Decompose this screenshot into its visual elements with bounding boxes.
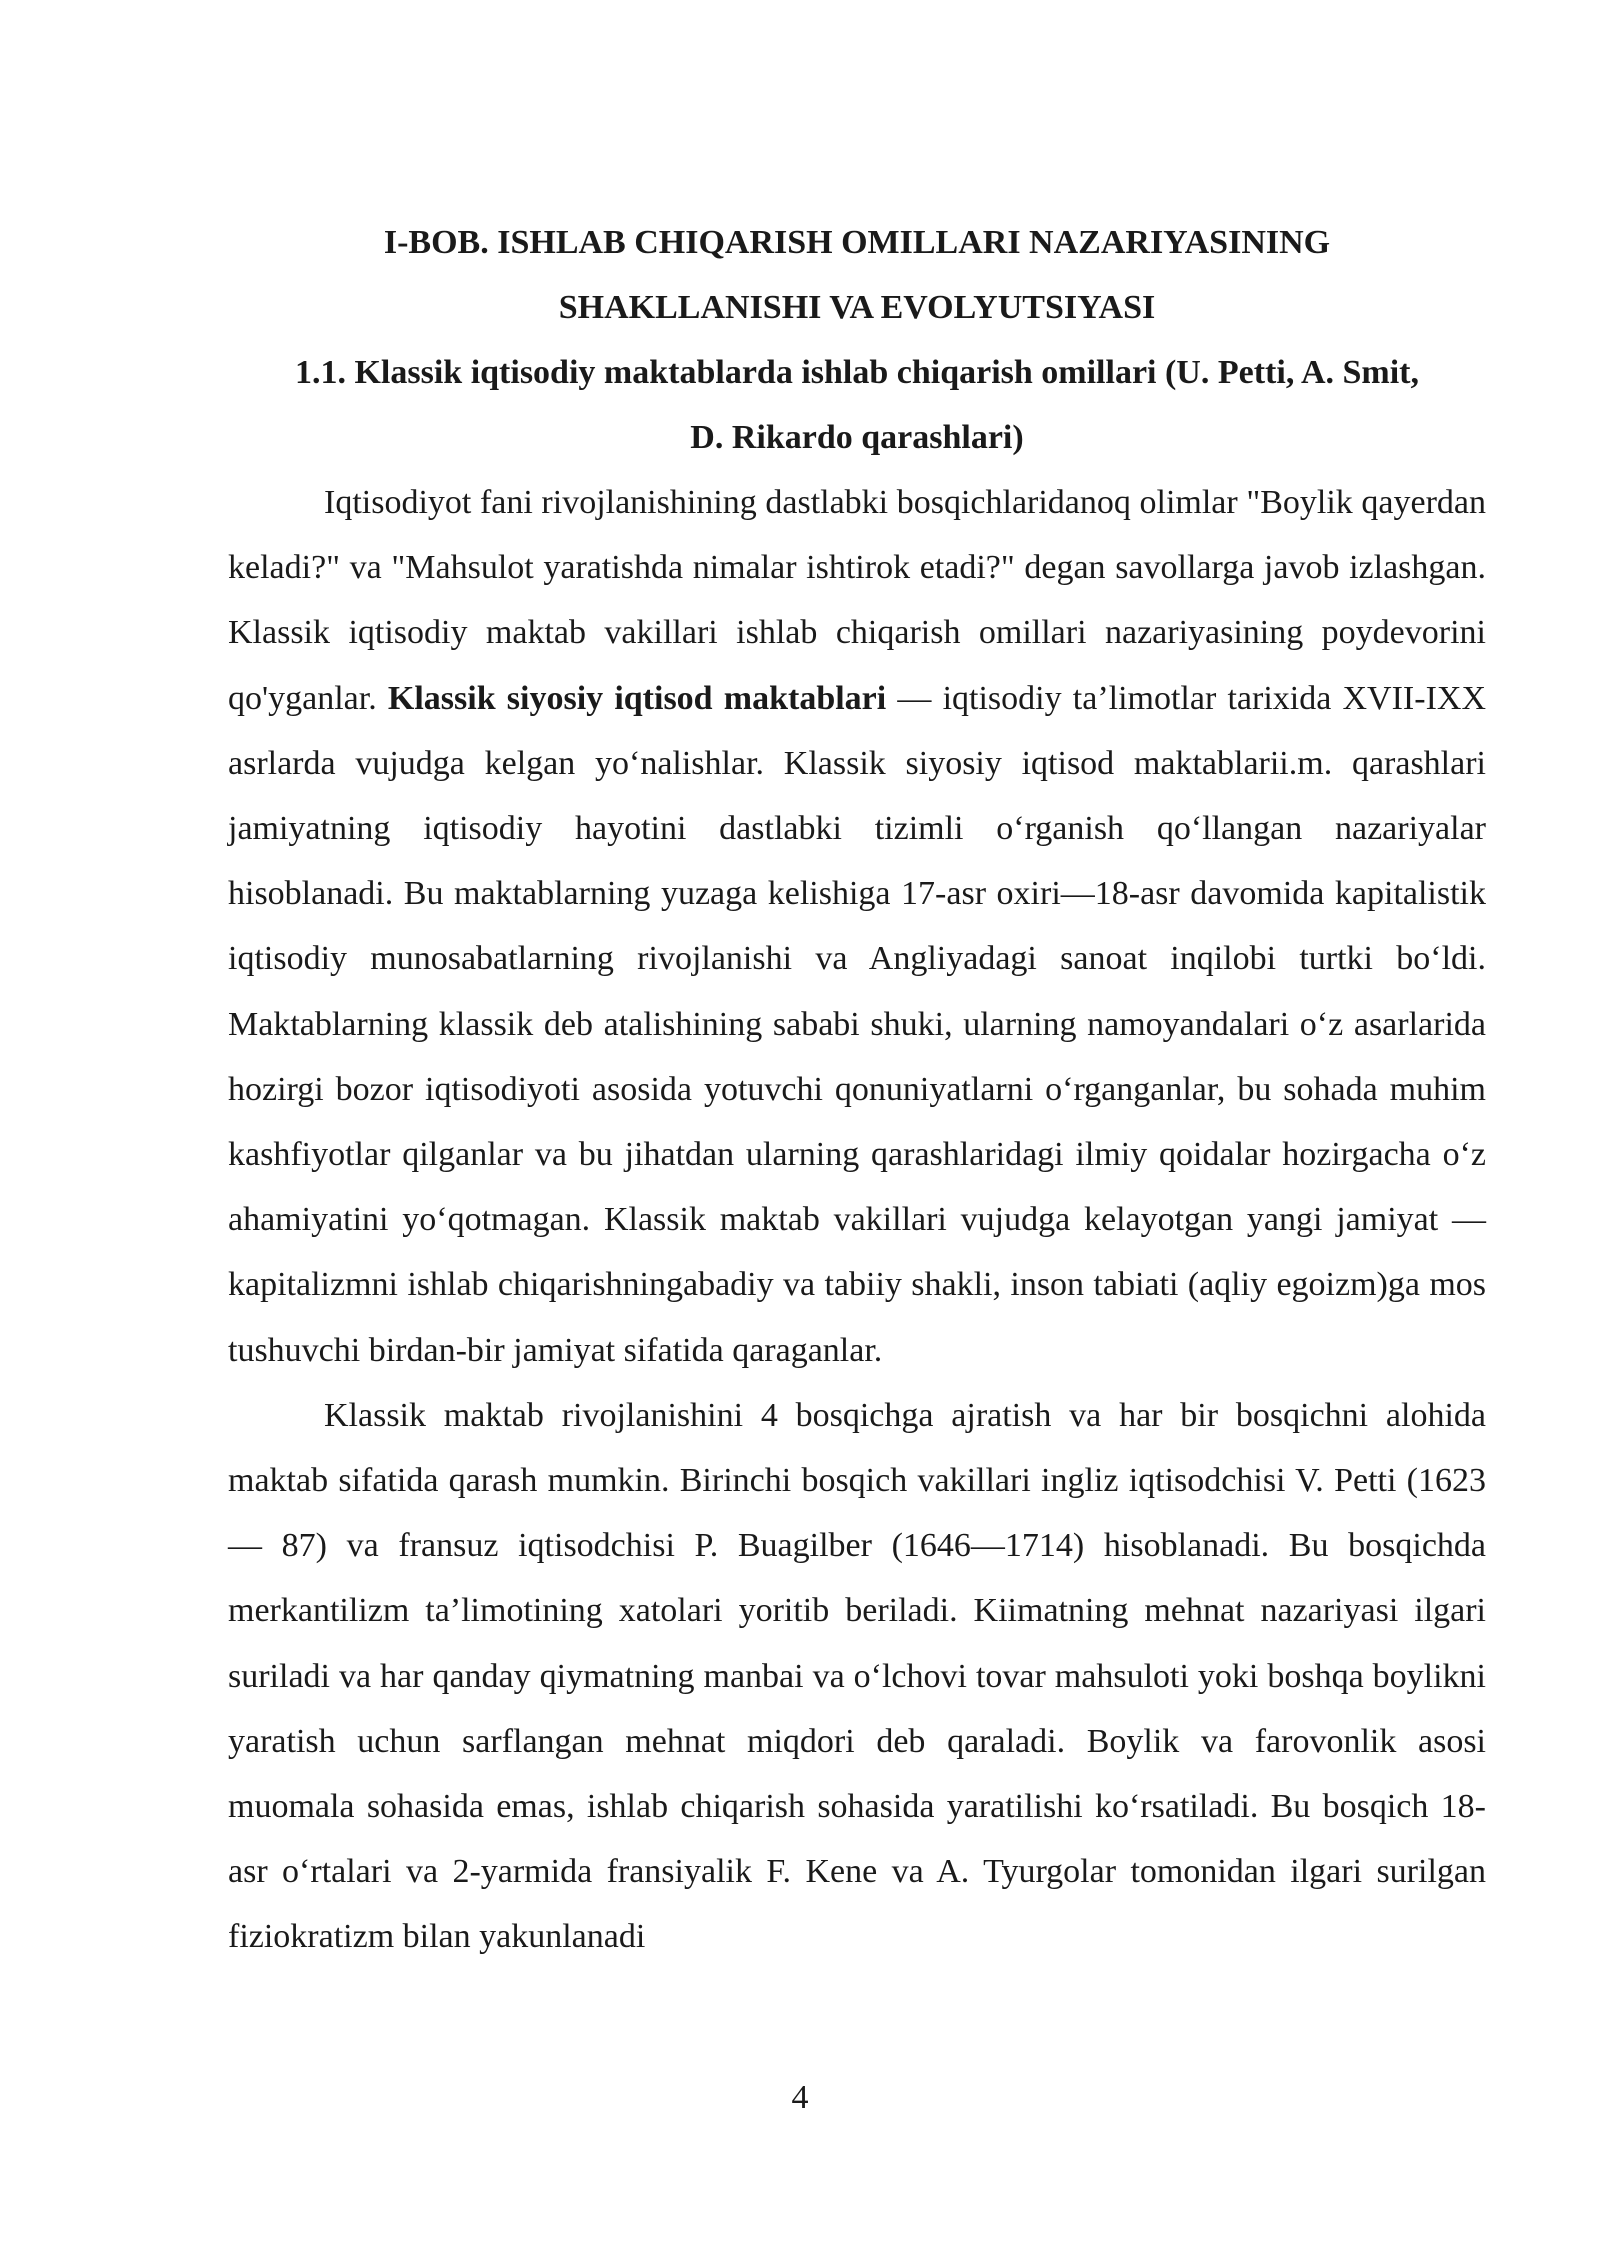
body-paragraph-2: Klassik maktab rivojlanishini 4 bosqichga ajratish va har bir bosqichni alohida maktab sifatida qarash mumkin. Birinchi bosqich vakillari ingliz iqtisodchisi V. Petti (1623— 87) va fransuz iqtisodchisi P. Buagilber (1646—1714) hisoblanadi. Bu bosqichda merkantilizm ta’limotining xatolari yoritib beriladi. Kiimatning mehnat nazariyasi ilgari suriladi va har qanday qiymatning manbai va o‘lchovi tovar mahsuloti yoki boshqa boylikni yaratish uchun sarflangan mehnat miqdori deb qaraladi. Boylik va farovonlik asosi muomala sohasida emas, ishlab chiqarish sohasida yaratilishi ko‘rsatiladi. Bu bosqich 18-asr o‘rtalari va 2-yarmida fransiyalik F. Kene va A. Tyurgolar tomonidan ilgari surilgan fiziokratizm bilan yakunlanadi (228, 1396, 1486, 1956)
section-title (228, 340, 1486, 470)
chapter-title-line-2: SHAKLLANISHI VA EVOLYUTSIYASI (558, 289, 1156, 326)
paragraph-1-text-a: Iqtisodiyot fani rivojlanishining dastlabki bosqichlaridanoq olimlar "Boylik qayerdan keladi?" va "Mahsulot yaratishda nimalar ishtirok etadi?" degan savollarga javob izlashgan. Klassik iqtisodiy maktab vakillari ishlab chiqarish omillari nazariyasining poydevorini qo'yganlar. (228, 484, 1486, 717)
paragraph-1-bold-term: Klassik siyosiy iqtisod maktablari (387, 679, 887, 717)
chapter-title (228, 210, 1486, 340)
paragraph-1-text-b: — iqtisodiy ta’limotlar tarixida XVII-IXX asrlarda vujudga kelgan yo‘nalishlar. Klassik siyosiy iqtisod maktablarii.m. qarashlari jamiyatning iqtisodiy hayotini dastlabki tizimli o‘rganish qo‘llangan nazariyalar hisoblanadi. Bu maktablarning yuzaga kelishiga 17-asr oxiri—18-asr davomida kapitalistik iqtisodiy munosabatlarning rivojlanishi va Angliyadagi sanoat inqilobi turtki bo‘ldi. Maktablarning klassik deb atalishining sababi shuki, ularning namoyandalari o‘z asarlarida hozirgi bozor iqtisodiyoti asosida yotuvchi qonuniyatlarni o‘rganganlar, bu sohada muhim kashfiyotlar qilganlar va bu jihatdan ularning qarashlaridagi ilmiy qoidalar hozirgacha o‘z ahamiyatini yo‘qotmagan. Klassik maktab vakillari vujudga kelayotgan yangi jamiyat — kapitalizmni ishlab chiqarishningabadiy va tabiiy shakli, inson tabiati (aqliy egoizm)ga mos tushuvchi birdan-bir jamiyat sifatida qaraganlar. (228, 679, 1486, 1369)
body-paragraph-1 (228, 470, 1486, 1383)
section-title-line-2: D. Rikardo qarashlari) (690, 419, 1024, 456)
section-title-line-1: 1.1. Klassik iqtisodiy maktablarda ishlab chiqarish omillari (U. Petti, A. Smit, (294, 354, 1419, 391)
chapter-title-line-1: I-BOB. ISHLAB CHIQARISH OMILLARI NAZARIYASINING (383, 224, 1331, 261)
document-page (228, 210, 1486, 1970)
page-number: 4 (791, 2079, 809, 2116)
